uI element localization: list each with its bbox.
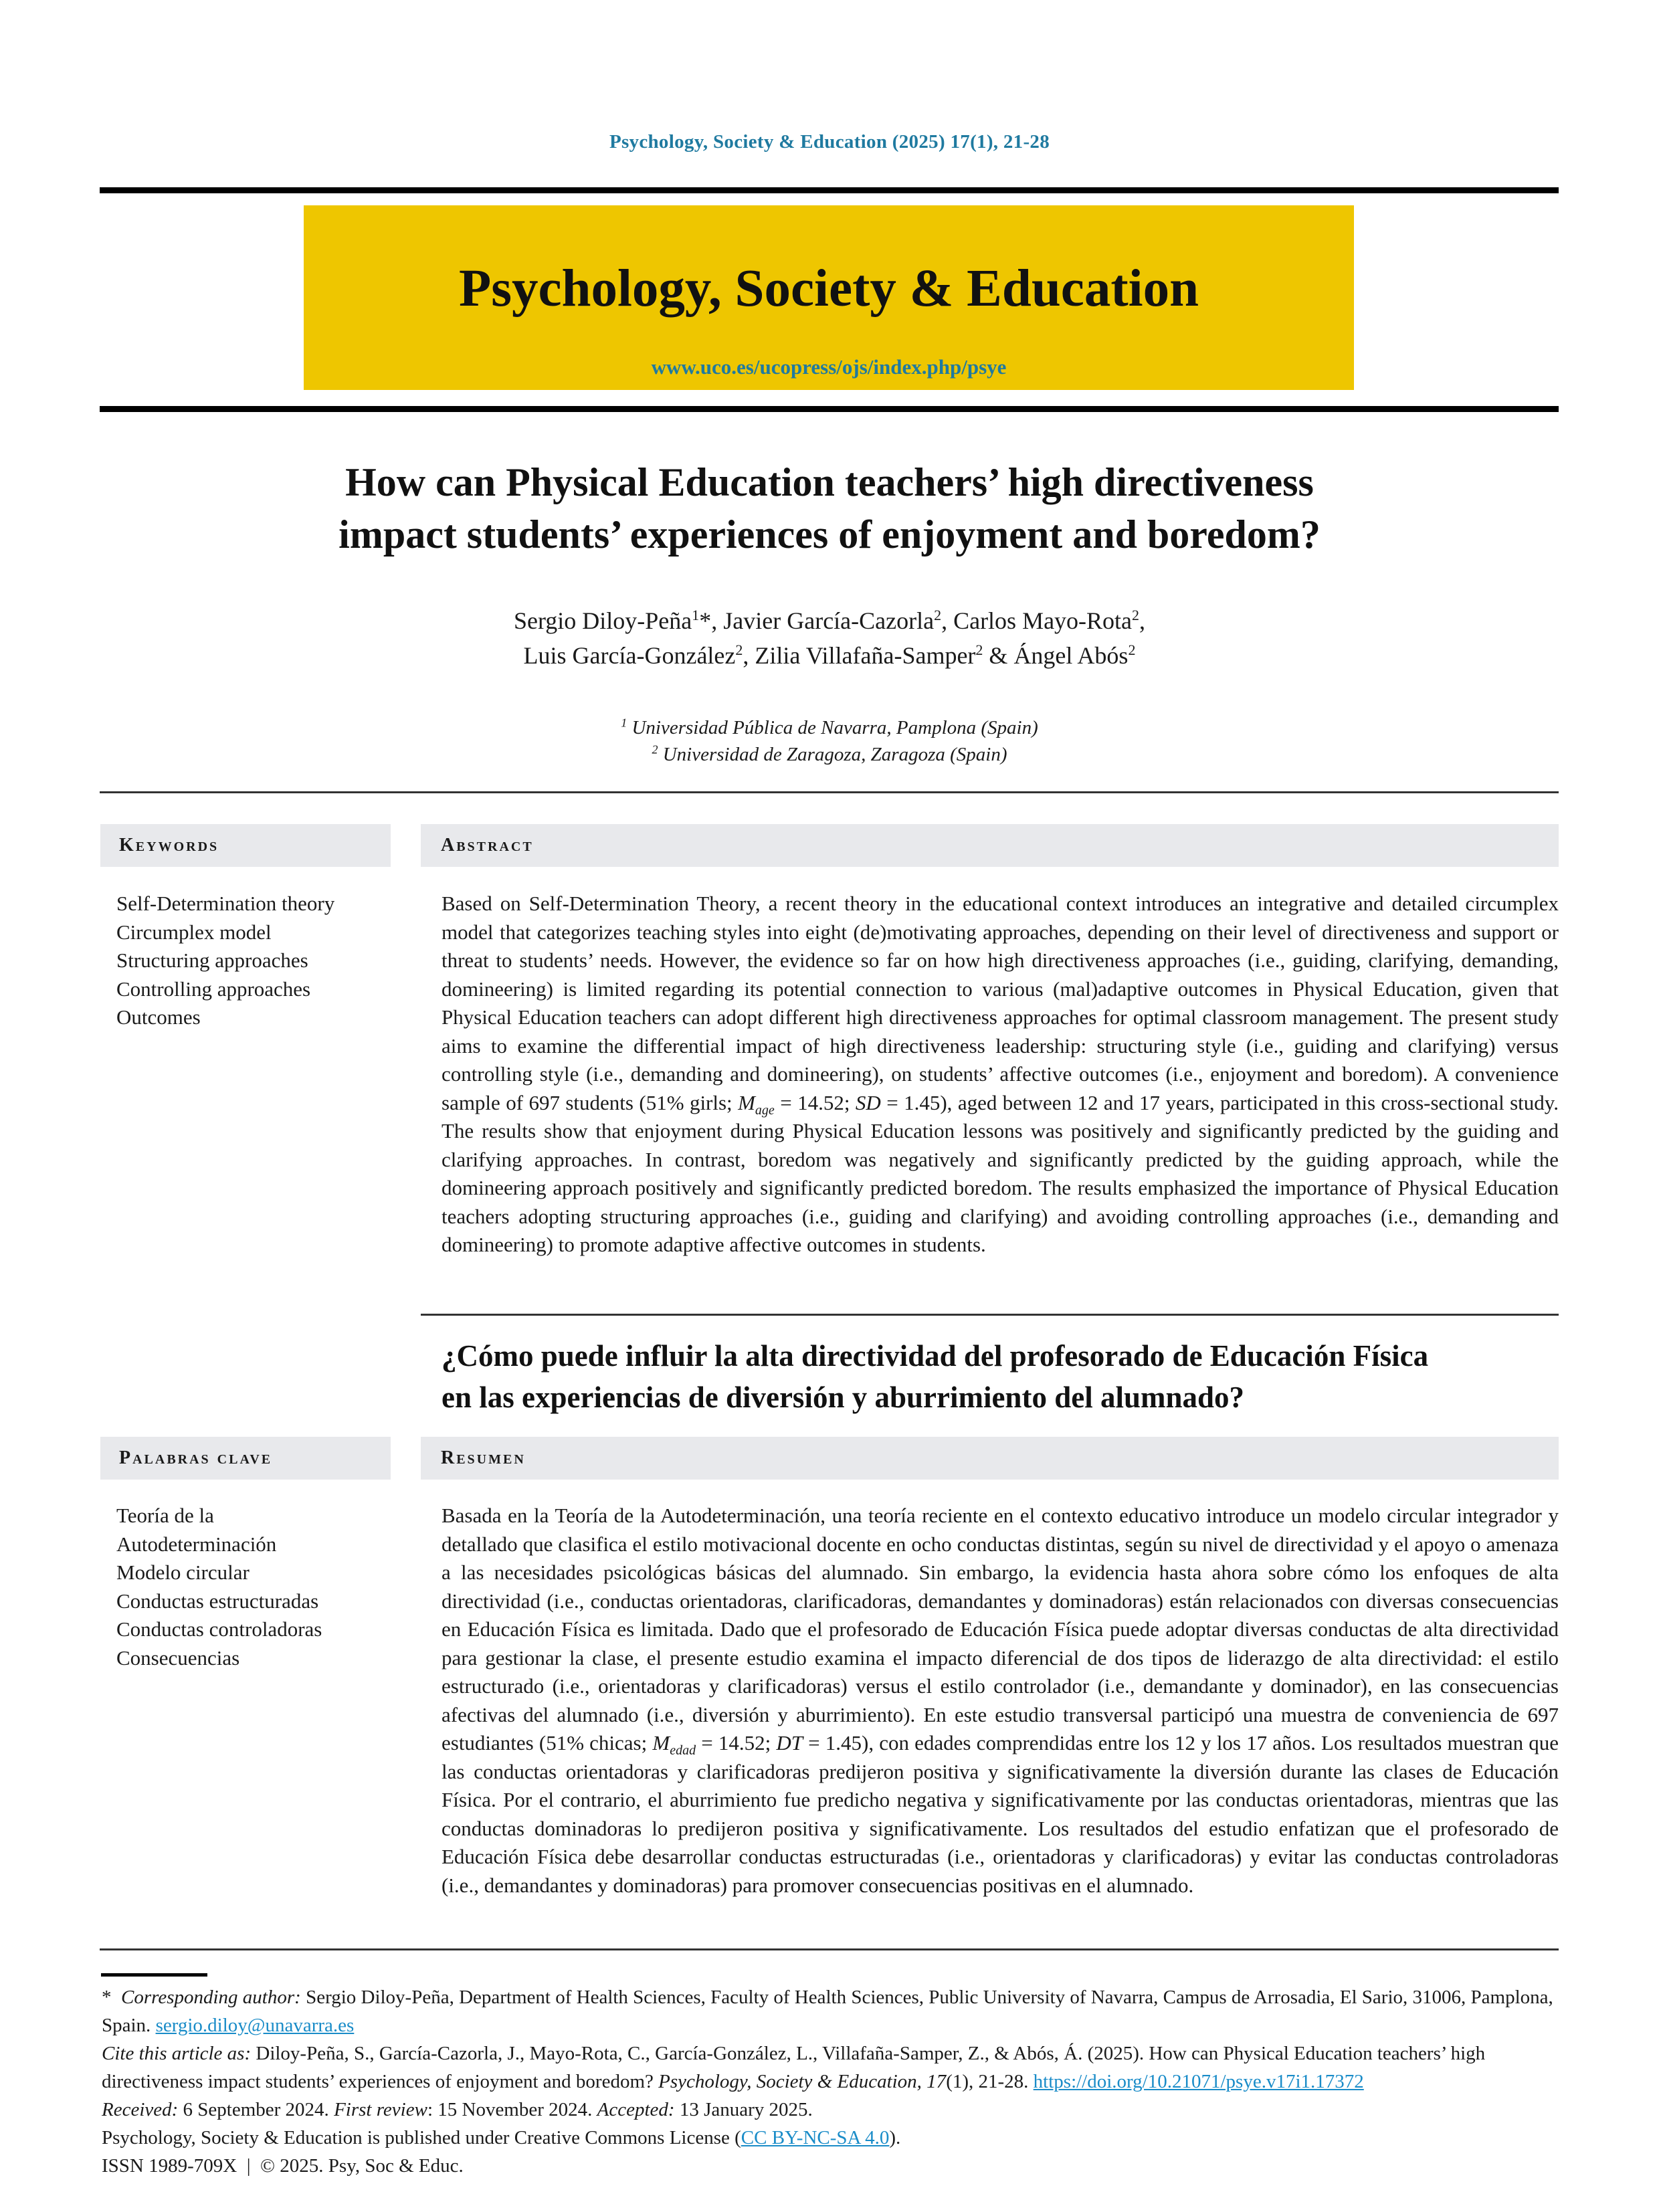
resumen-text-part-1: Basada en la Teoría de la Autodeterminación, una teoría reciente en el contexto educativo introduce un modelo circular integrador y detallado que clasifica el estilo motivacional docente en ocho conductas distintas, según su nivel de directividad y el apoyo o amenaza a las necesidades psicológicas básicas del alumnado. Sin embargo, la evidencia hasta ahora sobre cómo los enfoques de alta directividad (i.e., conductas orientadoras, clarificadoras, demandantes y dominadoras) están relacionados con diversas consecuencias en Educación Física es limitada. Dado que el profesorado de Educación Física puede adoptar diversas conductas de alta directividad para gestionar la clase, el presente estudio examina el impacto diferencial de dos tipos de liderazgo de alta directividad: el estilo estructurado (i.e., orientadoras y clarificadoras) versus el estilo controlador (i.e., demandante y dominador), en las consecuencias afectivas del alumnado (i.e., diversión y aburrimiento). En este estudio transversal participó una muestra de conveniencia de 697 estudiantes (51% chicas; — [442, 1504, 1559, 1754]
affiliation-number: 1 — [621, 716, 627, 730]
journal-url-link[interactable]: www.uco.es/ucopress/ojs/index.php/psye — [651, 355, 1007, 379]
issn-note: ISSN 1989-709X | © 2025. Psy, Soc & Educ. — [102, 2155, 464, 2177]
paper-title — [0, 456, 1659, 561]
stat-mean-value: = 14.52; — [774, 1090, 856, 1114]
palabras-clave-header — [100, 1437, 391, 1480]
author-line-1 — [0, 603, 1659, 638]
cite-label: Cite this article as: — [102, 2043, 252, 2064]
corresponding-mark: * — [102, 1987, 112, 2008]
section-divider — [100, 791, 1559, 793]
license-close: ). — [889, 2127, 901, 2148]
affiliation-1 — [0, 714, 1659, 741]
abstract-text — [442, 890, 1559, 1260]
stat-sd-symbol: DT — [776, 1731, 803, 1754]
resumen-heading: Resumen — [441, 1447, 526, 1468]
email-link[interactable]: sergio.diloy@unavarra.es — [155, 2015, 355, 2036]
affiliation-text: Universidad de Zaragoza, Zaragoza (Spain) — [662, 744, 1007, 765]
footnote-rule — [101, 1973, 207, 1977]
author-separator: , — [743, 642, 755, 669]
author-name: Luis García-González — [523, 642, 736, 669]
keyword-item: Modelo circular — [116, 1561, 250, 1584]
author-name: Sergio Diloy-Peña — [513, 607, 692, 634]
spanish-title-line-1: ¿Cómo puede influir la alta directividad del profesorado de Educación Física — [442, 1339, 1429, 1373]
abstract-heading: Abstract — [441, 835, 534, 856]
dates-note — [102, 2096, 1559, 2124]
keyword-item: Outcomes — [116, 1005, 201, 1029]
keyword-item: Autodeterminación — [116, 1532, 277, 1556]
author-affiliation-number: 2 — [735, 641, 743, 658]
author-name: Zilia Villafaña-Samper — [755, 642, 976, 669]
keyword-item: Structuring approaches — [116, 948, 308, 972]
abstract-header — [421, 824, 1559, 867]
abstract-text-part-2: = 1.45), aged between 12 and 17 years, participated in this cross-sectional study. The results show that enjoyment during Physical Education lessons was positively and significantly predicted by the guiding and clarifying approaches. In contrast, boredom was negatively and significantly predicted by the guiding approach, while the domineering approach positively and significantly predicted boredom. The results emphasized the importance of Physical Education teachers adopting structuring approaches (i.e., guiding and clarifying) and avoiding controlling approaches (i.e., demanding and domineering) to promote adaptive affective outcomes in students. — [442, 1090, 1559, 1256]
stat-mean-symbol: M — [738, 1090, 755, 1114]
author-separator: , — [711, 607, 724, 634]
author-affiliation-number: 1 — [692, 607, 700, 623]
keywords-heading: Keywords — [119, 835, 219, 856]
stat-mean-subscript: age — [755, 1102, 775, 1118]
author-name: Carlos Mayo-Rota — [953, 607, 1133, 634]
corresponding-text: Sergio Diloy-Peña, Department of Health Sciences, Faculty of Health Sciences, Public University of Navarra, Campus de Arrosadia, El Sario, 31006, Pamplona, Spain. — [102, 1987, 1553, 2036]
corresponding-author-note — [102, 1983, 1559, 2039]
doi-link[interactable]: https://doi.org/10.21071/psye.v17i1.17372 — [1033, 2071, 1364, 2092]
affiliation-2 — [0, 741, 1659, 768]
paper-title-line-2: impact students’ experiences of enjoyment and boredom? — [338, 512, 1321, 557]
resumen-text-part-2: = 1.45), con edades comprendidas entre los 12 y los 17 años. Los resultados muestran que las conductas orientadoras y clarificadoras predijeron positiva y significativamente la diversión durante las clases de Educación Física. Por el contrario, el aburrimiento fue predicho negativa y significativamente por las conductas orientadoras, mientras que las conductas dominadoras lo predijeron positiva y significativamente. Los resultados del estudio enfatizan que el profesorado de Educación Física debe desarrollar conductas estructuradas (i.e., orientadoras y clarificadoras) y evitar las conductas controladoras (i.e., demandantes y dominadoras) para promover consecuencias positivas en el alumnado. — [442, 1731, 1559, 1897]
keyword-item: Controlling approaches — [116, 977, 311, 1001]
footnote-divider — [100, 1948, 1559, 1950]
author-list — [0, 603, 1659, 673]
spanish-title — [442, 1335, 1559, 1418]
running-head: Psychology, Society & Education (2025) 17(1), 21-28 — [609, 131, 1050, 153]
author-affiliation-number: 2 — [975, 641, 983, 658]
author-separator: , — [1139, 607, 1146, 634]
author-separator: , — [941, 607, 954, 634]
author-affiliation-number: 2 — [934, 607, 942, 623]
accepted-label: Accepted: — [597, 2099, 675, 2120]
received-label: Received: — [102, 2099, 179, 2120]
keyword-item: Conductas controladoras — [116, 1617, 322, 1641]
author-affiliation-number: 2 — [1132, 607, 1140, 623]
keyword-item: Consecuencias — [116, 1645, 240, 1670]
keyword-item: Circumplex model — [116, 920, 272, 944]
paper-title-line-1: How can Physical Education teachers’ high directiveness — [345, 460, 1314, 504]
spanish-title-line-2: en las experiencias de diversión y aburrimiento del alumnado? — [442, 1381, 1245, 1414]
stat-mean-symbol: M — [652, 1731, 670, 1754]
keywords-list — [116, 890, 404, 1032]
cite-journal: Psychology, Society & Education, 17 — [658, 2071, 947, 2092]
cite-text: Diloy-Peña, S., García-Cazorla, J., Mayo-Rota, C., García-González, L., Villafaña-Samper, Z., & Abós, Á. (2025). How can Physical Education teachers’ high directiveness impact students’ experiences of enjoyment and boredom? — [102, 2043, 1486, 2092]
cite-issue: (1), 21-28. — [946, 2071, 1034, 2092]
first-review-date: : 15 November 2024. — [427, 2099, 597, 2120]
keyword-item: Conductas estructuradas — [116, 1589, 319, 1613]
stat-mean-subscript: edad — [670, 1743, 696, 1758]
citation-note — [102, 2039, 1559, 2096]
abstract-text-part-1: Based on Self-Determination Theory, a recent theory in the educational context introduces an integrative and detailed circumplex model that categorizes teaching styles into eight (de)motivating approaches, depending on their level of directiveness and support or threat to students’ needs. However, the evidence so far on how high directiveness approaches (i.e., guiding, clarifying, demanding, domineering) is limited regarding its potential connection to various (mal)adaptive outcomes in Physical Education, given that Physical Education teachers can adopt different high directiveness approaches for optimal classroom management. The present study aims to examine the differential impact of high directiveness leadership: structuring style (i.e., guiding and clarifying) versus controlling style (i.e., demanding and domineering), on students’ affective outcomes (i.e., enjoyment and boredom). A convenience sample of 697 students (51% girls; — [442, 892, 1559, 1114]
license-text: Psychology, Society & Education is published under Creative Commons License ( — [102, 2127, 741, 2148]
accepted-date: 13 January 2025. — [674, 2099, 813, 2120]
corresponding-mark: * — [699, 607, 712, 634]
license-link[interactable]: CC BY-NC-SA 4.0 — [741, 2127, 890, 2148]
keyword-item: Self-Determination theory — [116, 892, 335, 915]
author-name: Ángel Abós — [1013, 642, 1129, 669]
affiliation-text: Universidad Pública de Navarra, Pamplona (Spain) — [631, 717, 1038, 738]
affiliation-number: 2 — [652, 742, 658, 757]
resumen-header — [421, 1437, 1559, 1480]
footnotes — [102, 1983, 1559, 2180]
palabras-clave-heading: Palabras clave — [119, 1447, 273, 1468]
masthead-top-rule — [100, 187, 1559, 193]
received-date: 6 September 2024. — [178, 2099, 334, 2120]
author-separator: & — [983, 642, 1014, 669]
affiliations — [0, 714, 1659, 768]
resumen-text — [442, 1502, 1559, 1900]
author-name: Javier García-Cazorla — [723, 607, 935, 634]
palabras-clave-list — [116, 1502, 404, 1672]
abstract-divider — [421, 1314, 1559, 1316]
corresponding-label: Corresponding author: — [121, 1987, 301, 2008]
keywords-header — [100, 824, 391, 867]
stat-mean-value: = 14.52; — [696, 1731, 777, 1754]
first-review-label: First review — [334, 2099, 427, 2120]
journal-name: Psychology, Society & Education — [458, 260, 1199, 318]
stat-sd-symbol: SD — [855, 1090, 881, 1114]
license-note — [102, 2124, 1559, 2152]
author-affiliation-number: 2 — [1128, 641, 1136, 658]
keyword-item: Teoría de la — [116, 1504, 214, 1527]
journal-masthead — [304, 205, 1354, 390]
author-line-2 — [0, 638, 1659, 673]
masthead-bottom-rule — [100, 406, 1559, 412]
